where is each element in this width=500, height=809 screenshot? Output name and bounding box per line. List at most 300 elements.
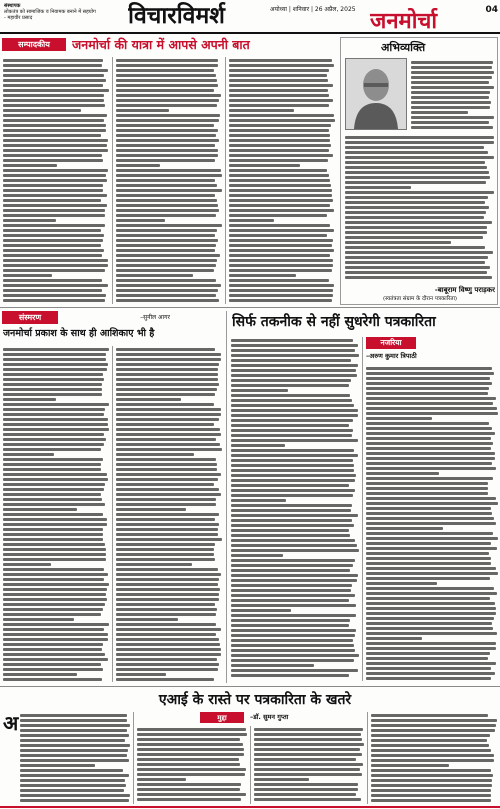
text-line xyxy=(3,613,101,616)
text-line xyxy=(229,139,330,142)
text-line xyxy=(366,527,443,530)
text-line xyxy=(229,294,333,297)
text-line xyxy=(3,119,104,122)
text-line xyxy=(366,412,498,415)
text-line xyxy=(137,738,240,741)
text-line xyxy=(411,76,492,79)
text-line xyxy=(3,463,101,466)
text-line xyxy=(3,139,108,142)
text-line xyxy=(366,567,496,570)
text-line xyxy=(231,529,349,532)
text-line xyxy=(366,452,495,455)
text-line xyxy=(3,104,105,107)
text-line xyxy=(254,768,360,771)
text-line xyxy=(345,221,492,224)
text-line xyxy=(137,793,246,796)
text-line xyxy=(366,552,489,555)
text-line xyxy=(231,614,356,617)
text-line xyxy=(345,216,484,219)
text-line xyxy=(345,141,494,144)
text-line xyxy=(116,99,219,102)
text-line xyxy=(254,763,363,766)
text-line xyxy=(411,96,489,99)
text-line xyxy=(229,254,330,257)
date-line: अयोध्या | शनिवार | 26 अप्रैल, 2025 xyxy=(270,6,356,13)
text-line xyxy=(366,472,439,475)
text-line xyxy=(3,149,108,152)
section-divider xyxy=(0,307,500,308)
text-line xyxy=(3,224,105,227)
text-line xyxy=(231,489,355,492)
text-line xyxy=(366,397,496,400)
text-line xyxy=(231,499,286,502)
text-line xyxy=(345,211,486,214)
text-line xyxy=(366,382,492,385)
nazariya-label: नजरिया xyxy=(366,337,416,349)
text-line xyxy=(345,191,494,194)
text-line xyxy=(3,668,103,671)
text-line xyxy=(116,224,222,227)
text-line xyxy=(231,474,356,477)
text-line xyxy=(116,488,219,491)
text-line xyxy=(116,264,216,267)
text-line xyxy=(366,607,496,610)
text-line xyxy=(3,673,77,676)
text-line xyxy=(3,503,105,506)
text-line xyxy=(229,279,329,282)
text-line xyxy=(116,239,218,242)
text-line xyxy=(3,508,77,511)
text-line xyxy=(3,59,103,62)
text-line xyxy=(3,264,108,267)
text-line xyxy=(3,643,103,646)
text-line xyxy=(366,532,493,535)
text-line xyxy=(366,577,490,580)
text-line xyxy=(3,249,104,252)
text-line xyxy=(3,368,107,371)
text-line xyxy=(116,458,216,461)
text-line xyxy=(116,229,217,232)
text-line xyxy=(254,733,361,736)
text-line xyxy=(3,528,103,531)
text-line xyxy=(411,126,493,129)
text-line xyxy=(229,204,330,207)
text-line xyxy=(366,667,491,670)
text-line xyxy=(116,289,218,292)
text-line xyxy=(116,413,221,416)
text-line xyxy=(229,89,328,92)
text-line xyxy=(366,522,496,525)
text-line xyxy=(116,254,220,257)
text-line xyxy=(116,478,218,481)
text-line xyxy=(411,81,489,84)
text-line xyxy=(231,599,349,602)
text-line xyxy=(3,493,101,496)
text-line xyxy=(116,598,219,601)
text-line xyxy=(116,608,217,611)
text-line xyxy=(371,719,497,722)
text-line xyxy=(229,194,332,197)
text-line xyxy=(116,523,219,526)
text-line xyxy=(345,251,493,254)
text-line xyxy=(116,244,216,247)
text-line xyxy=(116,279,216,282)
text-line xyxy=(3,428,109,431)
text-line xyxy=(366,587,494,590)
text-line xyxy=(366,657,488,660)
text-line xyxy=(231,579,357,582)
text-line xyxy=(366,387,489,390)
text-line xyxy=(116,433,221,436)
nazariya-byline: –अरुण कुमार त्रिपाठी xyxy=(366,352,417,360)
text-line xyxy=(3,598,107,601)
text-line xyxy=(3,373,103,376)
text-line xyxy=(116,388,217,391)
text-line xyxy=(366,457,495,460)
text-line xyxy=(231,359,351,362)
banner-title: सिर्फ तकनीक से नहीं सुधरेगी पत्रकारिता xyxy=(232,314,436,330)
text-line xyxy=(137,748,244,751)
text-line xyxy=(229,214,327,217)
text-line xyxy=(3,658,108,661)
text-line xyxy=(411,101,491,104)
column-divider xyxy=(225,57,226,304)
text-line xyxy=(116,573,221,576)
text-line xyxy=(116,249,215,252)
text-line xyxy=(20,799,129,802)
text-line xyxy=(137,778,186,781)
text-line xyxy=(254,753,362,756)
text-line xyxy=(116,94,221,97)
text-line xyxy=(3,64,102,67)
text-line xyxy=(116,368,218,371)
text-line xyxy=(3,209,105,212)
text-line xyxy=(3,588,107,591)
text-line xyxy=(116,673,166,676)
text-line xyxy=(3,468,101,471)
text-line xyxy=(3,648,102,651)
text-line xyxy=(345,166,487,169)
text-line xyxy=(3,164,57,167)
ai-article-column-1 xyxy=(20,712,130,804)
text-line xyxy=(3,413,104,416)
text-line xyxy=(366,442,493,445)
text-line xyxy=(366,562,491,565)
text-line xyxy=(3,383,102,386)
text-line xyxy=(229,104,329,107)
ai-article-title: एआई के रास्ते पर पत्रकारिता के खतरे xyxy=(158,692,352,708)
text-line xyxy=(254,748,360,751)
text-line xyxy=(116,628,221,631)
text-line xyxy=(116,194,215,197)
text-line xyxy=(116,483,214,486)
text-line xyxy=(345,146,484,149)
text-line xyxy=(3,423,108,426)
text-line xyxy=(371,754,494,757)
text-line xyxy=(229,174,329,177)
text-line xyxy=(116,109,169,112)
text-line xyxy=(116,299,219,302)
text-line xyxy=(3,488,104,491)
ai-article-byline: –डॉ. सुमन गुप्ता xyxy=(250,713,289,721)
editorial-title: जनमोर्चा की यात्रा में आपसे अपनी बात xyxy=(72,37,250,52)
text-line xyxy=(116,648,221,651)
text-line xyxy=(116,154,218,157)
text-line xyxy=(366,487,488,490)
text-line xyxy=(3,179,107,182)
text-line xyxy=(3,583,109,586)
text-line xyxy=(229,239,333,242)
text-line xyxy=(229,124,331,127)
text-line xyxy=(3,299,105,302)
text-line xyxy=(411,116,494,119)
text-line xyxy=(116,623,216,626)
text-line xyxy=(231,339,353,342)
text-line xyxy=(20,764,95,767)
text-line xyxy=(229,169,327,172)
text-line xyxy=(116,373,218,376)
text-line xyxy=(345,256,488,259)
opinion-box xyxy=(340,37,498,305)
text-line xyxy=(20,749,128,752)
page-bottom-rule xyxy=(0,806,500,808)
text-line xyxy=(366,582,437,585)
text-line xyxy=(229,284,334,287)
text-line xyxy=(137,763,240,766)
page-section-title: विचारविमर्श xyxy=(128,2,225,29)
text-line xyxy=(3,483,105,486)
text-line xyxy=(254,783,358,786)
text-line xyxy=(231,379,351,382)
text-line xyxy=(229,234,327,237)
text-line xyxy=(229,199,333,202)
text-line xyxy=(366,432,495,435)
text-line xyxy=(3,169,108,172)
text-line xyxy=(116,503,216,506)
text-line xyxy=(3,558,106,561)
text-line xyxy=(116,84,218,87)
text-line xyxy=(116,448,222,451)
text-line xyxy=(371,769,491,772)
text-line xyxy=(3,84,103,87)
text-line xyxy=(231,669,358,672)
text-line xyxy=(231,539,355,542)
text-line xyxy=(231,464,354,467)
text-line xyxy=(345,231,487,234)
text-line xyxy=(366,462,492,465)
text-line xyxy=(371,774,493,777)
text-line xyxy=(231,469,354,472)
editorial-heading: सम्पादकीय xyxy=(2,38,66,51)
text-line xyxy=(116,64,218,67)
text-line xyxy=(366,642,496,645)
text-line xyxy=(371,729,495,732)
text-line xyxy=(3,69,108,72)
text-line xyxy=(366,512,492,515)
text-line xyxy=(231,354,359,357)
text-line xyxy=(137,773,245,776)
text-line xyxy=(345,186,411,189)
text-line xyxy=(20,779,125,782)
text-line xyxy=(3,194,107,197)
text-line xyxy=(371,724,496,727)
text-line xyxy=(116,508,186,511)
opinion-author-note: (स्वतंत्रता संग्राम के दौरान पत्रकारिता) xyxy=(382,296,458,302)
text-line xyxy=(345,266,490,269)
text-line xyxy=(229,64,334,67)
text-line xyxy=(231,639,353,642)
text-line xyxy=(231,404,354,407)
column-divider xyxy=(250,726,251,804)
text-line xyxy=(229,289,333,292)
text-line xyxy=(366,652,490,655)
text-line xyxy=(116,129,218,132)
portrait-icon xyxy=(346,59,406,129)
text-line xyxy=(229,119,335,122)
text-line xyxy=(345,276,492,279)
text-line xyxy=(137,758,239,761)
text-line xyxy=(116,124,214,127)
text-line xyxy=(231,429,353,432)
text-line xyxy=(116,353,221,356)
text-line xyxy=(3,74,104,77)
text-line xyxy=(231,674,349,677)
text-line xyxy=(116,418,219,421)
text-line xyxy=(116,548,214,551)
ai-article-label: मुद्दा xyxy=(200,712,244,723)
text-line xyxy=(3,189,103,192)
text-line xyxy=(116,593,219,596)
text-line xyxy=(3,378,104,381)
text-line xyxy=(116,658,217,661)
text-line xyxy=(137,743,243,746)
text-line xyxy=(229,79,328,82)
text-line xyxy=(3,289,102,292)
nazariya-text-1a xyxy=(231,337,359,681)
text-line xyxy=(229,159,328,162)
text-line xyxy=(20,769,123,772)
text-line xyxy=(411,91,490,94)
text-line xyxy=(411,71,494,74)
text-line xyxy=(366,572,498,575)
text-line xyxy=(3,653,105,656)
text-line xyxy=(116,184,217,187)
text-line xyxy=(231,564,353,567)
text-line xyxy=(3,79,106,82)
text-line xyxy=(3,473,107,476)
text-line xyxy=(229,144,331,147)
text-line xyxy=(116,119,219,122)
text-line xyxy=(229,99,333,102)
text-line xyxy=(116,668,218,671)
column-divider xyxy=(367,712,368,804)
text-line xyxy=(366,537,498,540)
text-line xyxy=(3,603,105,606)
text-line xyxy=(366,467,496,470)
text-line xyxy=(231,424,349,427)
text-line xyxy=(366,507,491,510)
text-line xyxy=(116,169,221,172)
text-line xyxy=(229,224,330,227)
text-line xyxy=(3,618,74,621)
text-line xyxy=(137,728,246,731)
text-line xyxy=(116,428,220,431)
text-line xyxy=(3,458,103,461)
text-line xyxy=(20,784,126,787)
text-line xyxy=(116,114,220,117)
text-line xyxy=(254,798,361,801)
text-line xyxy=(116,104,217,107)
text-line xyxy=(116,443,220,446)
text-line xyxy=(231,604,356,607)
text-line xyxy=(231,534,350,537)
text-line xyxy=(229,244,332,247)
nazariya-column-1 xyxy=(231,337,359,681)
text-line xyxy=(116,144,215,147)
text-line xyxy=(116,179,215,182)
text-line xyxy=(3,518,107,521)
text-line xyxy=(229,94,329,97)
text-line xyxy=(229,59,332,62)
text-line xyxy=(229,154,333,157)
text-line xyxy=(3,159,103,162)
text-line xyxy=(231,549,359,552)
founder-name: - महावीर प्रसाद xyxy=(4,15,33,21)
masthead-tagline: लोकतंत्र को सामाजिक व नियामक बनाने में सहयोग xyxy=(4,9,96,15)
text-line xyxy=(231,349,355,352)
text-line xyxy=(366,367,492,370)
text-line xyxy=(231,419,353,422)
text-line xyxy=(231,369,356,372)
text-line xyxy=(3,214,105,217)
text-line xyxy=(3,633,108,636)
text-line xyxy=(231,449,354,452)
text-line xyxy=(116,638,219,641)
text-line xyxy=(231,454,358,457)
text-line xyxy=(3,269,105,272)
text-line xyxy=(229,269,332,272)
text-line xyxy=(366,662,496,665)
text-line xyxy=(3,174,106,177)
text-line xyxy=(345,151,488,154)
text-line xyxy=(3,403,109,406)
text-line xyxy=(3,578,104,581)
text-line xyxy=(345,226,487,229)
text-line xyxy=(3,568,104,571)
text-line xyxy=(231,479,355,482)
opinion-heading: अभिव्यक्ति xyxy=(381,41,426,54)
text-line xyxy=(371,714,488,717)
text-line xyxy=(231,459,353,462)
text-line xyxy=(231,509,351,512)
text-line xyxy=(20,744,130,747)
text-line xyxy=(366,602,495,605)
text-line xyxy=(366,557,491,560)
text-line xyxy=(3,408,105,411)
text-line xyxy=(116,438,216,441)
text-line xyxy=(411,61,493,64)
nazariya-text-2 xyxy=(366,365,498,681)
text-line xyxy=(371,739,487,742)
text-line xyxy=(116,518,215,521)
text-line xyxy=(366,592,497,595)
text-line xyxy=(229,164,300,167)
text-line xyxy=(366,497,496,500)
text-line xyxy=(3,244,101,247)
text-line xyxy=(3,234,104,237)
text-line xyxy=(231,619,350,622)
text-line xyxy=(20,714,127,717)
